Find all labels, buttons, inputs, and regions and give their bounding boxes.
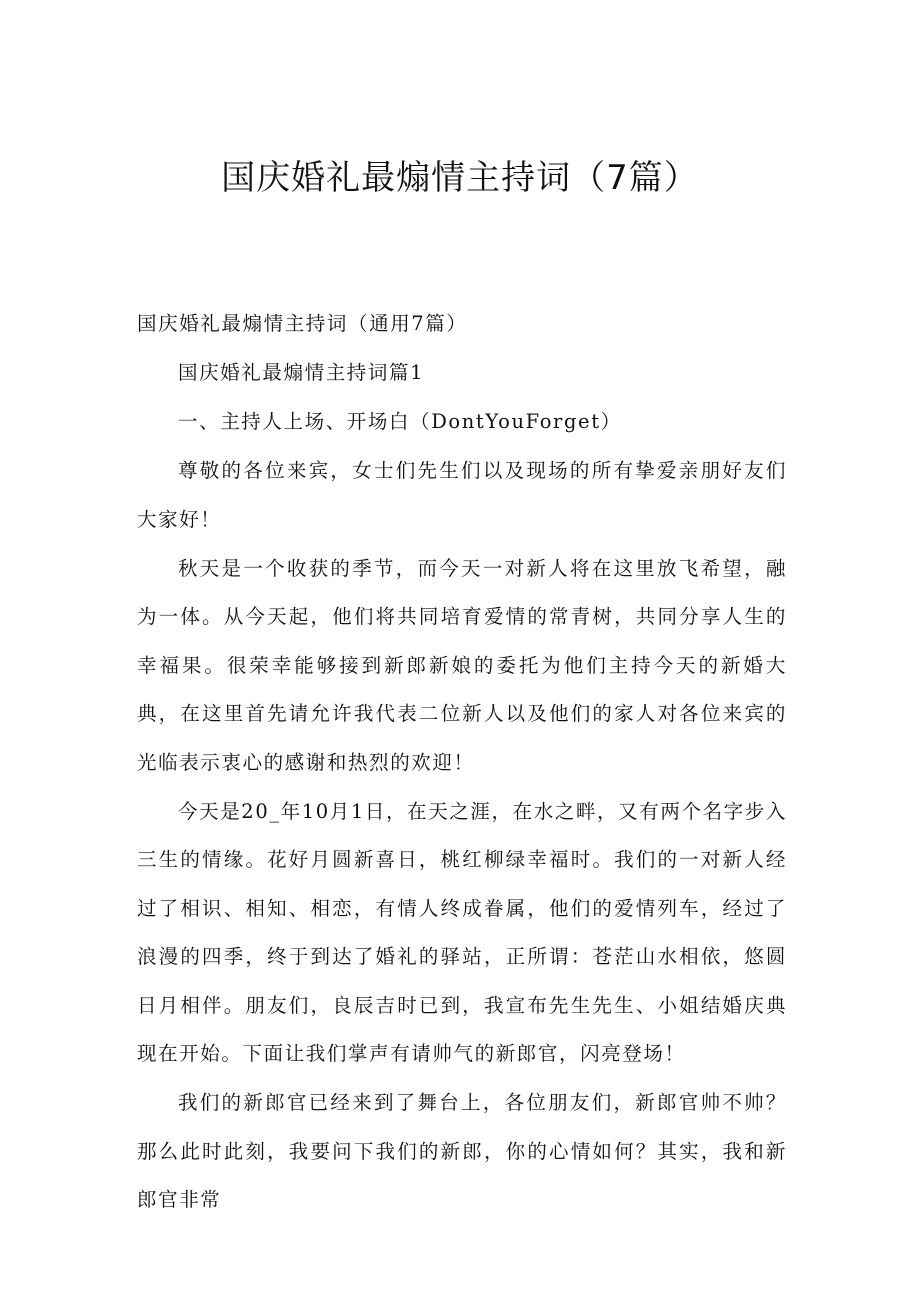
paragraph-ceremony-start: 今天是20_年10月1日，在天之涯，在水之畔，又有两个名字步入三生的情缘。花好月圆新喜日，桃红柳绿幸福时。我们的一对新人经过了相识、相知、相恋，有情人终成眷属，他们的爱情列车，经过了浪漫的四季，终于到达了婚礼的驿站，正所谓：苍茫山水相依，悠圆日月相伴。朋友们，良辰吉时已到，我宣布先生先生、小姐结婚庆典现在开始。下面让我们掌声有请帅气的新郎官，闪亮登场！ <box>137 799 787 1065</box>
document-body <box>137 300 787 1225</box>
section-heading: 国庆婚礼最煽情主持词篇1 <box>178 361 425 384</box>
paragraph-greeting: 尊敬的各位来宾，女士们先生们以及现场的所有挚爱亲朋好友们大家好！ <box>137 459 787 531</box>
document-title: 国庆婚礼最煽情主持词（7篇） <box>221 158 699 198</box>
paragraph-groom: 我们的新郎官已经来到了舞台上，各位朋友们，新郎官帅不帅？那么此时此刻，我要问下我们的新郎，你的心情如何？其实，我和新郎官非常 <box>137 1091 787 1211</box>
paragraph-autumn: 秋天是一个收获的季节，而今天一对新人将在这里放飞希望，融为一体。从今天起，他们将共同培育爱情的常青树，共同分享人生的幸福果。很荣幸能够接到新郎新娘的委托为他们主持今天的新婚大典，在这里首先请允许我代表二位新人以及他们的家人对各位来宾的光临表示衷心的感谢和热烈的欢迎！ <box>137 556 787 774</box>
document-subtitle: 国庆婚礼最煽情主持词（通用7篇） <box>137 312 468 335</box>
part-heading: 一、主持人上场、开场白（DontYouForget） <box>178 410 622 433</box>
